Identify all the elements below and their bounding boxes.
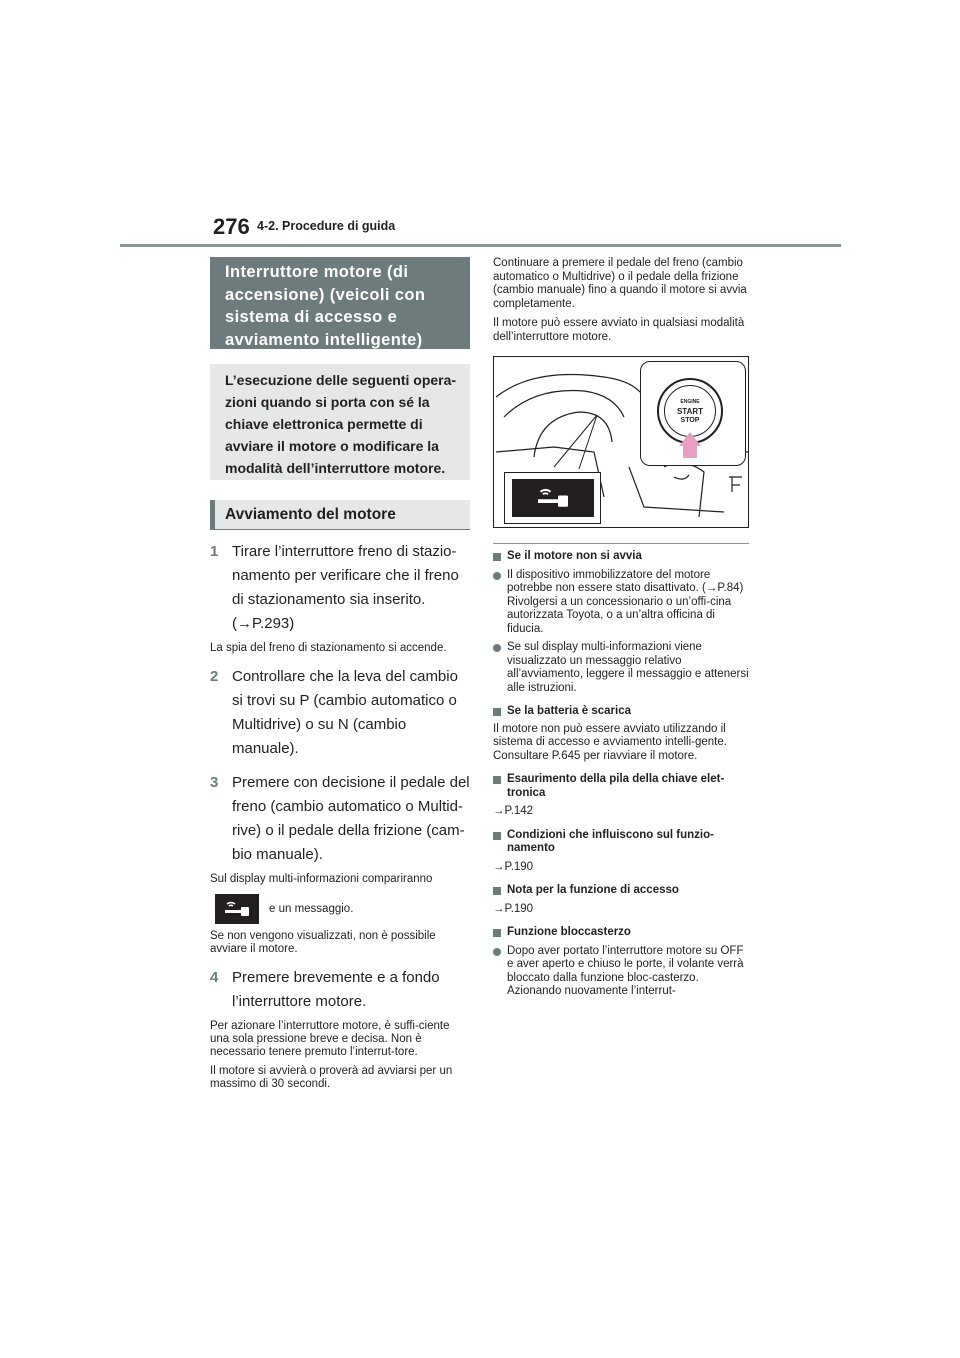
step-3	[210, 771, 470, 867]
bullet-item: Dopo aver portato l’interruttore motore su OFF e aver aperto e chiuso le porte, il volante verrà bloccato dalla funzione bloc-casterzo. Azionando nuovamente l’interrut-	[493, 945, 749, 999]
right-column	[493, 257, 749, 999]
subheading: Condizioni che influiscono sul funzio-namento	[493, 829, 749, 856]
step-text: Premere con decisione il pedale del freno (cambio automatico o Multid-rive) o il pedale della frizione (cam-bio manuale).	[232, 774, 470, 863]
subheading: Funzione bloccasterzo	[493, 926, 749, 940]
step-note: Il motore si avvierà o proverà ad avviarsi per un massimo di 30 secondi.	[210, 1065, 453, 1090]
square-bullet-icon	[493, 708, 501, 716]
step-number: 3	[210, 774, 219, 791]
running-header: 4-2. Procedure di guida	[257, 219, 396, 233]
main-title: Interruttore motore (di accensione) (veicoli con sistema di accesso e avviamento intelligente)	[210, 257, 470, 349]
square-bullet-icon	[493, 832, 501, 840]
paragraph: Continuare a premere il pedale del freno (cambio automatico o Multidrive) o il pedale della frizione (cambio manuale) fino a quando il motore si avvia completamente.	[493, 257, 747, 310]
step-number: 2	[210, 668, 219, 685]
key-indicator-icon	[504, 472, 601, 524]
page-reference: →P.142	[493, 805, 534, 817]
step-text: Controllare che la leva del cambio si trovi su P (cambio automatico o Multidrive) o su N (cambio manuale).	[232, 668, 458, 757]
step-number: 1	[210, 543, 219, 560]
step-note: Sul display multi-informazioni compariranno	[210, 873, 433, 885]
dashboard-illustration	[493, 356, 749, 528]
bullet-item: Il dispositivo immobilizzatore del motore potrebbe non essere stato disattivato. (→P.84) Rivolgersi a un concessionario o un’offi-cina autorizzata Toyota, o a un’altra officina di fiducia.	[493, 569, 749, 637]
subheading: Nota per la funzione di accesso	[493, 884, 749, 898]
step-note: La spia del freno di stazionamento si accende.	[210, 642, 447, 654]
step-2	[210, 665, 470, 761]
round-bullet-icon	[493, 948, 501, 956]
button-label-engine: ENGINE	[680, 398, 700, 405]
paragraph: Il motore non può essere avviato utilizzando il sistema di accesso e avviamento intelli-gente. Consultare P.645 per riavviare il motore.	[493, 722, 727, 762]
step-note: Se non vengono visualizzati, non è possibile avviare il motore.	[210, 930, 436, 955]
page-reference: →P.190	[493, 902, 534, 915]
step-text: Premere brevemente e a fondo l’interruttore motore.	[232, 969, 440, 1010]
subheading: Se la batteria è scarica	[493, 705, 749, 719]
square-bullet-icon	[493, 776, 501, 784]
header-rule	[120, 244, 841, 247]
key-indicator-icon	[215, 894, 259, 924]
square-bullet-icon	[493, 887, 501, 895]
button-label-stop: STOP	[680, 416, 700, 424]
step-1	[210, 540, 470, 636]
divider	[493, 543, 749, 544]
intro-box: L’esecuzione delle seguenti opera-zioni quando si porta con sé la chiave elettronica permette di avviare il motore o modificare la modalità dell’interruttore motore.	[210, 364, 470, 480]
indicator-caption: e un messaggio.	[269, 903, 354, 915]
round-bullet-icon	[493, 572, 501, 580]
subheading: Esaurimento della pila della chiave elet-tronica	[493, 773, 749, 800]
left-column	[210, 257, 470, 1091]
section-title: Avviamento del motore	[210, 500, 470, 530]
step-note: Per azionare l’interruttore motore, è suffi-ciente una sola pressione breve e decisa. Non è necessario tenere premuto l’interrut-tore.	[210, 1020, 450, 1058]
round-bullet-icon	[493, 644, 501, 652]
page-reference: →P.190	[493, 860, 534, 873]
arrow-stem	[683, 446, 697, 458]
step-text: Tirare l’interruttore freno di stazio-namento per verificare che il freno di stazionamento sia inserito. (→P.293)	[232, 543, 459, 632]
subheading: Se il motore non si avvia	[493, 550, 749, 564]
arrow-icon	[679, 432, 701, 446]
bullet-item: Se sul display multi-informazioni viene visualizzato un messaggio relativo all’avviamento, leggere il messaggio e attenersi alle istruzioni.	[493, 641, 749, 695]
indicator-row	[210, 894, 470, 924]
step-4	[210, 966, 470, 1014]
button-label-start: START	[676, 406, 704, 416]
square-bullet-icon	[493, 553, 501, 561]
step-number: 4	[210, 969, 219, 986]
page-number: 276	[213, 214, 250, 239]
paragraph: Il motore può essere avviato in qualsiasi modalità dell’interruttore motore.	[493, 317, 745, 343]
start-button-callout	[640, 361, 746, 466]
square-bullet-icon	[493, 929, 501, 937]
